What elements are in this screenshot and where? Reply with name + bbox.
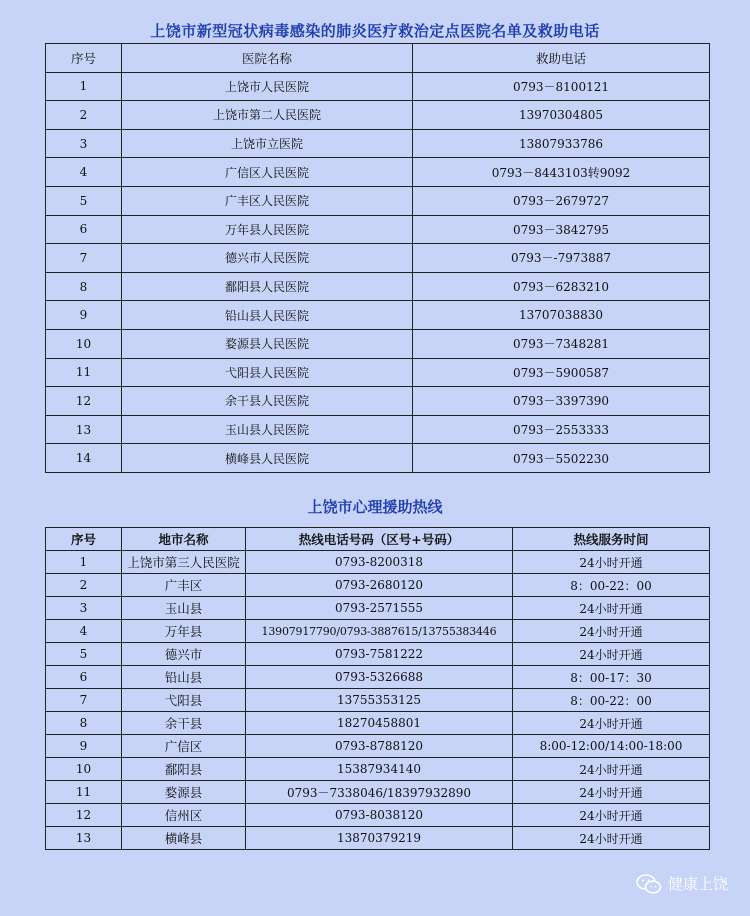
rescue-phone: 0793－-7973887 (413, 244, 710, 273)
row-index: 6 (46, 666, 122, 689)
row-index: 10 (46, 329, 122, 358)
table-row (46, 329, 710, 358)
rescue-phone: 0793－8100121 (413, 72, 710, 101)
hotline-number: 18270458801 (246, 712, 513, 735)
service-time: 24小时开通 (513, 643, 710, 666)
row-index: 11 (46, 358, 122, 387)
hospital-name: 德兴市人民医院 (122, 244, 413, 273)
hotline-number: 13755353125 (246, 689, 513, 712)
area-name: 铅山县 (122, 666, 246, 689)
table-row (46, 620, 710, 643)
table-row (46, 358, 710, 387)
hospital-name: 上饶市第二人民医院 (122, 101, 413, 130)
row-index: 1 (46, 72, 122, 101)
service-time: 24小时开通 (513, 597, 710, 620)
table-row (46, 186, 710, 215)
row-index: 3 (46, 129, 122, 158)
row-index: 8 (46, 712, 122, 735)
hotline-number: 0793-2680120 (246, 574, 513, 597)
hospital-name: 铅山县人民医院 (122, 301, 413, 330)
table-row (46, 758, 710, 781)
rescue-phone: 0793－3842795 (413, 215, 710, 244)
table-row (46, 735, 710, 758)
hospital-name: 玉山县人民医院 (122, 415, 413, 444)
row-index: 12 (46, 804, 122, 827)
header-area-name: 地市名称 (122, 528, 246, 551)
row-index: 13 (46, 827, 122, 850)
area-name: 万年县 (122, 620, 246, 643)
table-row (46, 444, 710, 473)
rescue-phone: 0793－7348281 (413, 329, 710, 358)
row-index: 13 (46, 415, 122, 444)
row-index: 11 (46, 781, 122, 804)
table-row (46, 574, 710, 597)
hotline-title: 上饶市心理援助热线 (307, 498, 443, 516)
service-time: 8：00-22：00 (513, 574, 710, 597)
row-index: 3 (46, 597, 122, 620)
hotline-number: 0793-8788120 (246, 735, 513, 758)
watermark-text: 健康上饶 (667, 875, 728, 893)
header-index: 序号 (46, 528, 122, 551)
table-row (46, 272, 710, 301)
wechat-icon (636, 874, 662, 894)
row-index: 8 (46, 272, 122, 301)
hotline-number: 0793-2571555 (246, 597, 513, 620)
table-row (46, 101, 710, 130)
area-name: 信州区 (122, 804, 246, 827)
hospital-name: 广丰区人民医院 (122, 186, 413, 215)
hotline-number: 0793－7338046/18397932890 (246, 781, 513, 804)
hotline-number: 13870379219 (246, 827, 513, 850)
service-time: 8:00-12:00/14:00-18:00 (513, 735, 710, 758)
area-name: 余干县 (122, 712, 246, 735)
row-index: 2 (46, 574, 122, 597)
area-name: 弋阳县 (122, 689, 246, 712)
hospital-name: 万年县人民医院 (122, 215, 413, 244)
area-name: 德兴市 (122, 643, 246, 666)
header-hospital-name: 医院名称 (122, 44, 413, 73)
table-row (46, 215, 710, 244)
service-time: 24小时开通 (513, 551, 710, 574)
rescue-phone: 0793－2553333 (413, 415, 710, 444)
service-time: 24小时开通 (513, 804, 710, 827)
rescue-phone: 0793－6283210 (413, 272, 710, 301)
table-row (46, 712, 710, 735)
table-row (46, 72, 710, 101)
service-time: 24小时开通 (513, 827, 710, 850)
hospital-name: 余干县人民医院 (122, 387, 413, 416)
hospital-name: 横峰县人民医院 (122, 444, 413, 473)
row-index: 2 (46, 101, 122, 130)
table-row (46, 387, 710, 416)
hotline-number: 0793-8200318 (246, 551, 513, 574)
table-row (46, 666, 710, 689)
area-name: 鄱阳县 (122, 758, 246, 781)
row-index: 4 (46, 158, 122, 187)
service-time: 8：00-22：00 (513, 689, 710, 712)
hospital-name: 婺源县人民医院 (122, 329, 413, 358)
hospital-list-title: 上饶市新型冠状病毒感染的肺炎医疗救治定点医院名单及救助电话 (150, 22, 600, 40)
hotline-table-body (46, 551, 710, 850)
table-row (46, 244, 710, 273)
rescue-phone: 13807933786 (413, 129, 710, 158)
row-index: 9 (46, 735, 122, 758)
header-hotline-number: 热线电话号码（区号+号码） (246, 528, 513, 551)
rescue-phone: 13970304805 (413, 101, 710, 130)
row-index: 1 (46, 551, 122, 574)
hotline-number: 0793-7581222 (246, 643, 513, 666)
rescue-phone: 0793－2679727 (413, 186, 710, 215)
hospital-name: 上饶市人民医院 (122, 72, 413, 101)
hotline-number: 0793-5326688 (246, 666, 513, 689)
header-service-time: 热线服务时间 (513, 528, 710, 551)
table-row (46, 643, 710, 666)
service-time: 24小时开通 (513, 758, 710, 781)
hospital-name: 弋阳县人民医院 (122, 358, 413, 387)
header-rescue-phone: 救助电话 (413, 44, 710, 73)
rescue-phone: 0793－5900587 (413, 358, 710, 387)
table-header-row (46, 528, 710, 551)
hospital-name: 鄱阳县人民医院 (122, 272, 413, 301)
service-time: 24小时开通 (513, 620, 710, 643)
service-time: 24小时开通 (513, 781, 710, 804)
row-index: 6 (46, 215, 122, 244)
hospital-name: 广信区人民医院 (122, 158, 413, 187)
table-row (46, 597, 710, 620)
hotline-number: 15387934140 (246, 758, 513, 781)
row-index: 12 (46, 387, 122, 416)
row-index: 4 (46, 620, 122, 643)
rescue-phone: 0793－8443103转9092 (413, 158, 710, 187)
table-row (46, 129, 710, 158)
hotline-number: 13907917790/0793-3887615/13755383446 (246, 620, 513, 643)
area-name: 上饶市第三人民医院 (122, 551, 246, 574)
row-index: 5 (46, 643, 122, 666)
area-name: 横峰县 (122, 827, 246, 850)
table-row (46, 827, 710, 850)
table-row (46, 804, 710, 827)
area-name: 玉山县 (122, 597, 246, 620)
area-name: 广信区 (122, 735, 246, 758)
rescue-phone: 0793－3397390 (413, 387, 710, 416)
table-row (46, 781, 710, 804)
rescue-phone: 13707038830 (413, 301, 710, 330)
hospital-table (45, 43, 710, 473)
row-index: 9 (46, 301, 122, 330)
header-index: 序号 (46, 44, 122, 73)
area-name: 广丰区 (122, 574, 246, 597)
table-row (46, 158, 710, 187)
service-time: 24小时开通 (513, 712, 710, 735)
table-row (46, 415, 710, 444)
table-header-row (46, 44, 710, 73)
area-name: 婺源县 (122, 781, 246, 804)
table-row (46, 301, 710, 330)
row-index: 10 (46, 758, 122, 781)
service-time: 8：00-17：30 (513, 666, 710, 689)
row-index: 7 (46, 689, 122, 712)
table-row (46, 551, 710, 574)
hospital-name: 上饶市立医院 (122, 129, 413, 158)
hotline-table (45, 527, 710, 850)
row-index: 5 (46, 186, 122, 215)
rescue-phone: 0793－5502230 (413, 444, 710, 473)
row-index: 7 (46, 244, 122, 273)
hotline-number: 0793-8038120 (246, 804, 513, 827)
watermark (636, 873, 728, 894)
table-row (46, 689, 710, 712)
row-index: 14 (46, 444, 122, 473)
hospital-table-body (46, 72, 710, 472)
